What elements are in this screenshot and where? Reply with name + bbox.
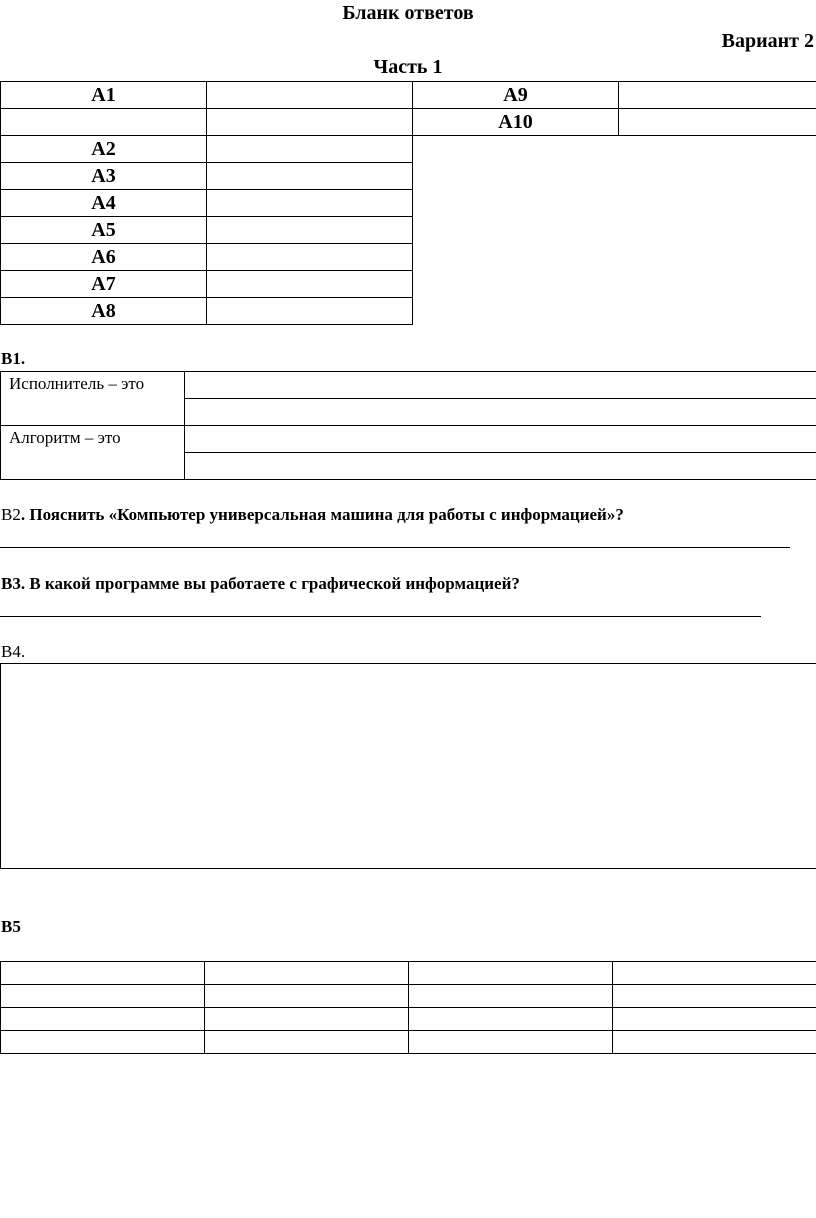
answer-cell-a2[interactable] bbox=[207, 136, 413, 163]
definition-answer-line[interactable] bbox=[185, 453, 816, 480]
table-row bbox=[1, 985, 816, 1008]
table-row bbox=[1, 372, 816, 399]
answer-cell-a3[interactable] bbox=[207, 163, 413, 190]
table-row bbox=[1, 1008, 816, 1031]
table-cell[interactable] bbox=[1, 1008, 205, 1031]
table-row bbox=[1, 109, 816, 136]
definition-answer-line[interactable] bbox=[185, 372, 816, 399]
table-row bbox=[1, 298, 816, 325]
table-cell[interactable] bbox=[613, 985, 816, 1008]
question-label-a5: A5 bbox=[1, 217, 207, 244]
question-label-a7: A7 bbox=[1, 271, 207, 298]
table-cell[interactable] bbox=[205, 1031, 409, 1054]
table-cell[interactable] bbox=[613, 962, 816, 985]
table-row bbox=[1, 217, 816, 244]
table-cell[interactable] bbox=[205, 1008, 409, 1031]
question-label-a3: A3 bbox=[1, 163, 207, 190]
b5-label: B5 bbox=[1, 917, 21, 936]
question-label-a1: A1 bbox=[1, 82, 207, 109]
table-row bbox=[1, 244, 816, 271]
answer-cell-a7[interactable] bbox=[207, 271, 413, 298]
table-cell[interactable] bbox=[409, 985, 613, 1008]
b1-table bbox=[0, 371, 816, 480]
table-row bbox=[1, 962, 816, 985]
table-cell[interactable] bbox=[205, 962, 409, 985]
part-label: Часть 1 bbox=[373, 56, 443, 78]
definition-answer-line[interactable] bbox=[185, 399, 816, 426]
table-cell[interactable] bbox=[409, 1008, 613, 1031]
question-label-a4: A4 bbox=[1, 190, 207, 217]
b3-text: B3. В какой программе вы работаете с графической информацией? bbox=[1, 574, 520, 593]
table-cell[interactable] bbox=[1, 985, 205, 1008]
question-label-a9: A9 bbox=[413, 82, 619, 109]
table-cell[interactable] bbox=[205, 985, 409, 1008]
answer-cell-a8[interactable] bbox=[207, 298, 413, 325]
table-cell[interactable] bbox=[613, 1008, 816, 1031]
table-row bbox=[1, 190, 816, 217]
variant-label: Вариант 2 bbox=[721, 30, 814, 52]
definition-label-algorithm: Алгоритм – это bbox=[1, 426, 185, 480]
question-label-a2: A2 bbox=[1, 136, 207, 163]
b5-table bbox=[0, 961, 816, 1054]
question-label-empty bbox=[1, 109, 207, 136]
b2-question bbox=[1, 505, 624, 525]
table-cell[interactable] bbox=[409, 962, 613, 985]
b4-label: B4. bbox=[1, 642, 26, 661]
table-cell[interactable] bbox=[613, 1031, 816, 1054]
question-label-a10: A10 bbox=[413, 109, 619, 136]
question-label-a8: A8 bbox=[1, 298, 207, 325]
b3-answer-line[interactable] bbox=[0, 616, 761, 617]
answer-cell-empty[interactable] bbox=[207, 109, 413, 136]
table-cell[interactable] bbox=[1, 1031, 205, 1054]
table-row bbox=[1, 426, 816, 453]
table-cell[interactable] bbox=[1, 962, 205, 985]
answer-cell-a9[interactable] bbox=[619, 82, 816, 109]
definition-label-executor: Исполнитель – это bbox=[1, 372, 185, 426]
table-row bbox=[1, 1031, 816, 1054]
answer-cell-a5[interactable] bbox=[207, 217, 413, 244]
table-row bbox=[1, 136, 816, 163]
table-row bbox=[1, 82, 816, 109]
table-cell[interactable] bbox=[409, 1031, 613, 1054]
answer-cell-a6[interactable] bbox=[207, 244, 413, 271]
b3-question bbox=[1, 574, 520, 594]
b2-prefix: B2 bbox=[1, 505, 21, 524]
table-row bbox=[1, 271, 816, 298]
answer-cell-a1[interactable] bbox=[207, 82, 413, 109]
answer-cell-a10[interactable] bbox=[619, 109, 816, 136]
question-label-a6: A6 bbox=[1, 244, 207, 271]
table-row bbox=[1, 163, 816, 190]
part-a-table bbox=[0, 81, 816, 325]
answer-cell-a4[interactable] bbox=[207, 190, 413, 217]
b4-answer-box[interactable] bbox=[0, 663, 816, 869]
definition-answer-line[interactable] bbox=[185, 426, 816, 453]
b1-label: B1. bbox=[1, 349, 26, 368]
b2-text: . Пояснить «Компьютер универсальная машина для работы с информацией»? bbox=[20, 505, 624, 524]
b2-answer-line[interactable] bbox=[0, 547, 790, 548]
page-title: Бланк ответов bbox=[342, 2, 474, 24]
